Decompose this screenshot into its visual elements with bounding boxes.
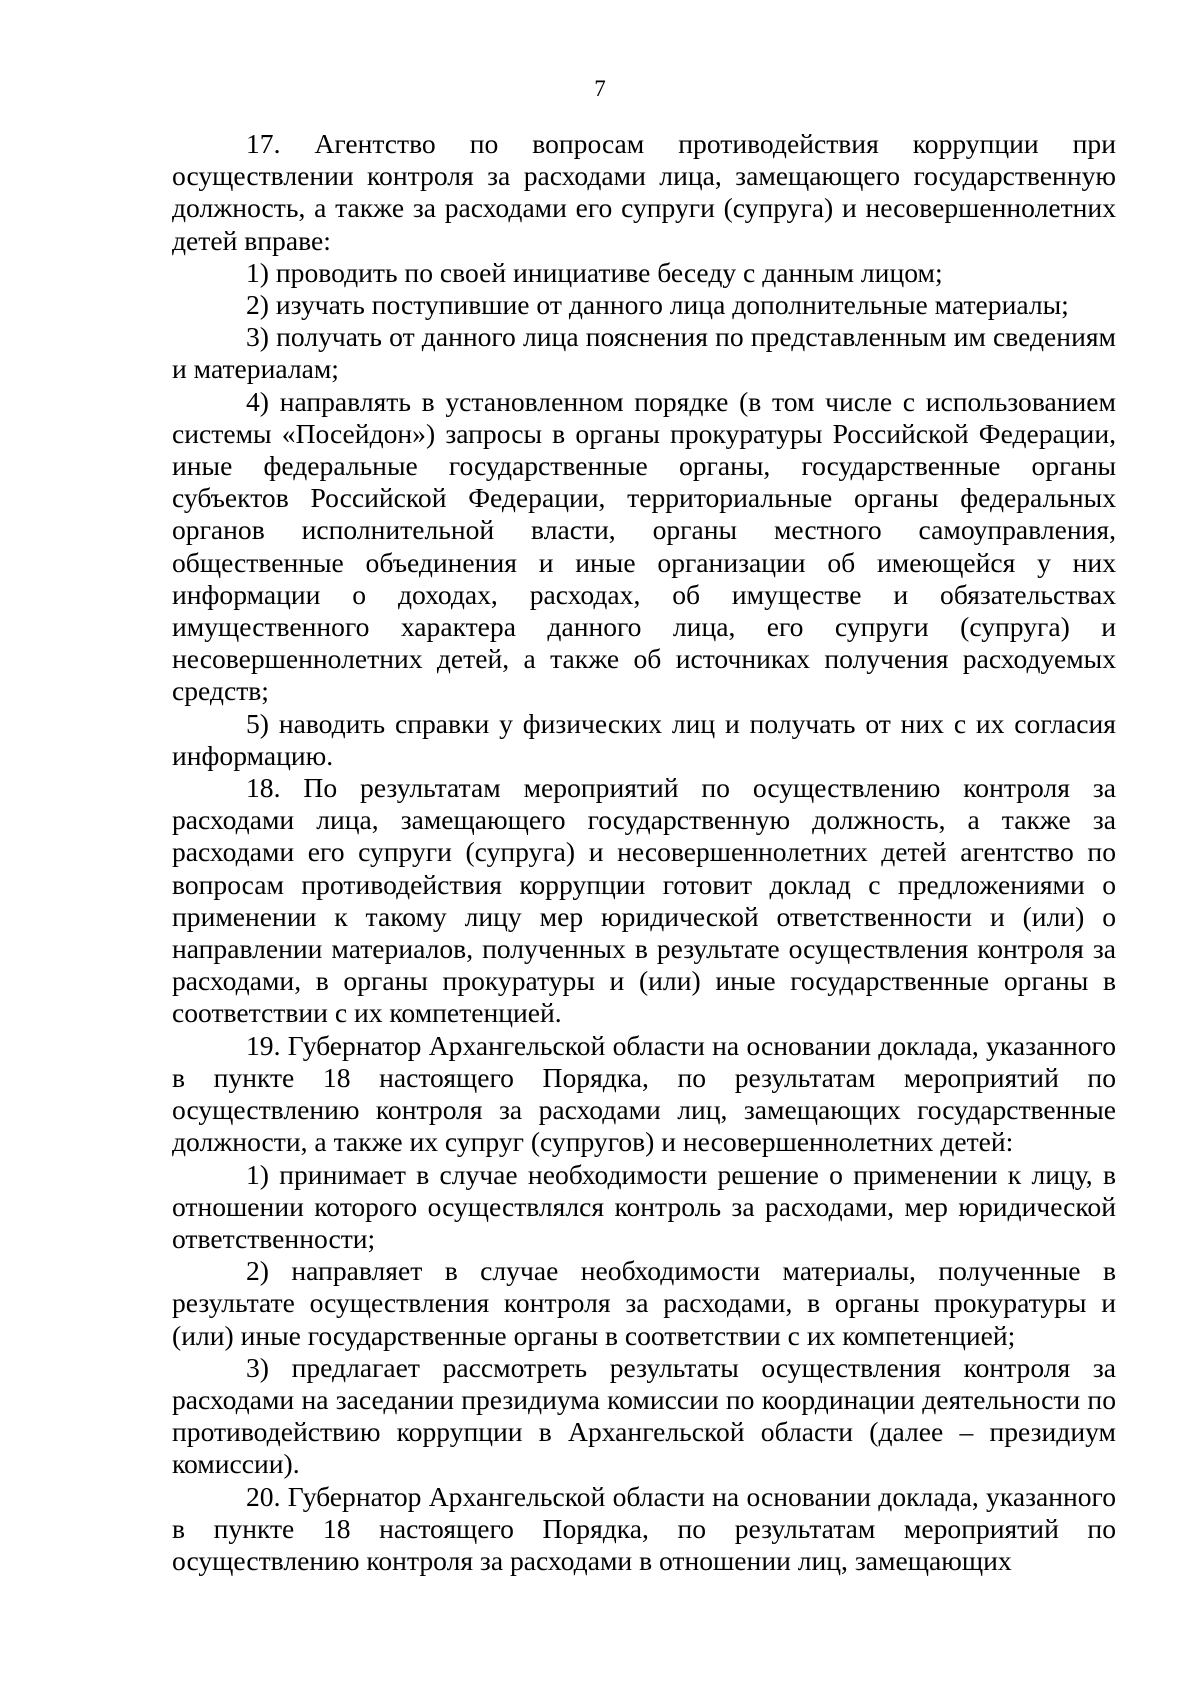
paragraph-19-item-3: 3) предлагает рассмотреть результаты осуществления контроля за расходами на заседании президиума комиссии по координации деятельности по противодействию коррупции в Архангельской области (далее – президиум комиссии). [172,1351,1116,1480]
paragraph-19: 19. Губернатор Архангельской области на основании доклада, указанного в пункте 18 настоящего Порядка, по результатам мероприятий по осуществлению контроля за расходами лиц, замещающих государственные должности, а также их супруг (супругов) и несовершеннолетних детей: [172,1029,1116,1158]
page-number: 7 [594,76,606,101]
document-body [172,128,1116,1577]
paragraph-17-item-2: 2) изучать поступившие от данного лица дополнительные материалы; [246,289,1069,321]
paragraph-20: 20. Губернатор Архангельской области на основании доклада, указанного в пункте 18 настоящего Порядка, по результатам мероприятий по осуществлению контроля за расходами в отношении лиц, замещающих [172,1480,1116,1576]
paragraph-17: 17. Агентство по вопросам противодействия коррупции при осуществлении контроля за расходами лица, замещающего государственную должность, а также за расходами его супруги (супруга) и несовершеннолетних детей вправе: [172,128,1116,256]
paragraph-19-item-1: 1) принимает в случае необходимости решение о применении к лицу, в отношении которого осуществлялся контроль за расходами, мер юридической ответственности; [172,1158,1116,1254]
paragraph-18: 18. По результатам мероприятий по осуществлению контроля за расходами лица, замещающего государственную должность, а также за расходами его супруги (супруга) и несовершеннолетних детей агентство по вопросам противодействия коррупции готовит доклад с предложениями о применении к такому лицу мер юридической ответственности и (или) о направлении материалов, полученных в результате осуществления контроля за расходами, в органы прокуратуры и (или) иные государственные органы в соответствии с их компетенцией. [172,772,1116,1029]
paragraph-17-item-1: 1) проводить по своей инициативе беседу с данным лицом; [246,256,943,288]
paragraph-19-item-2: 2) направляет в случае необходимости материалы, полученные в результате осуществления контроля за расходами, в органы прокуратуры и (или) иные государственные органы в соответствии с их компетенцией; [172,1255,1116,1351]
paragraph-17-item-4: 4) направлять в установленном порядке (в том числе с использованием системы «Посейдон») запросы в органы прокуратуры Российской Федерации, иные федеральные государственные органы, государственные органы субъектов Российской Федерации, территориальные органы федеральных органов исполнительной власти, органы местного самоуправления, общественные объединения и иные организации об имеющейся у них информации о доходах, расходах, об имуществе и обязательствах имущественного характера данного лица, его супруги (супруга) и несовершеннолетних детей, а также об источниках получения расходуемых средств; [172,385,1116,707]
paragraph-17-item-5: 5) наводить справки у физических лиц и получать от них с их согласия информацию. [172,707,1116,771]
paragraph-17-item-3: 3) получать от данного лица пояснения по представленным им сведениям и материалам; [172,321,1116,385]
